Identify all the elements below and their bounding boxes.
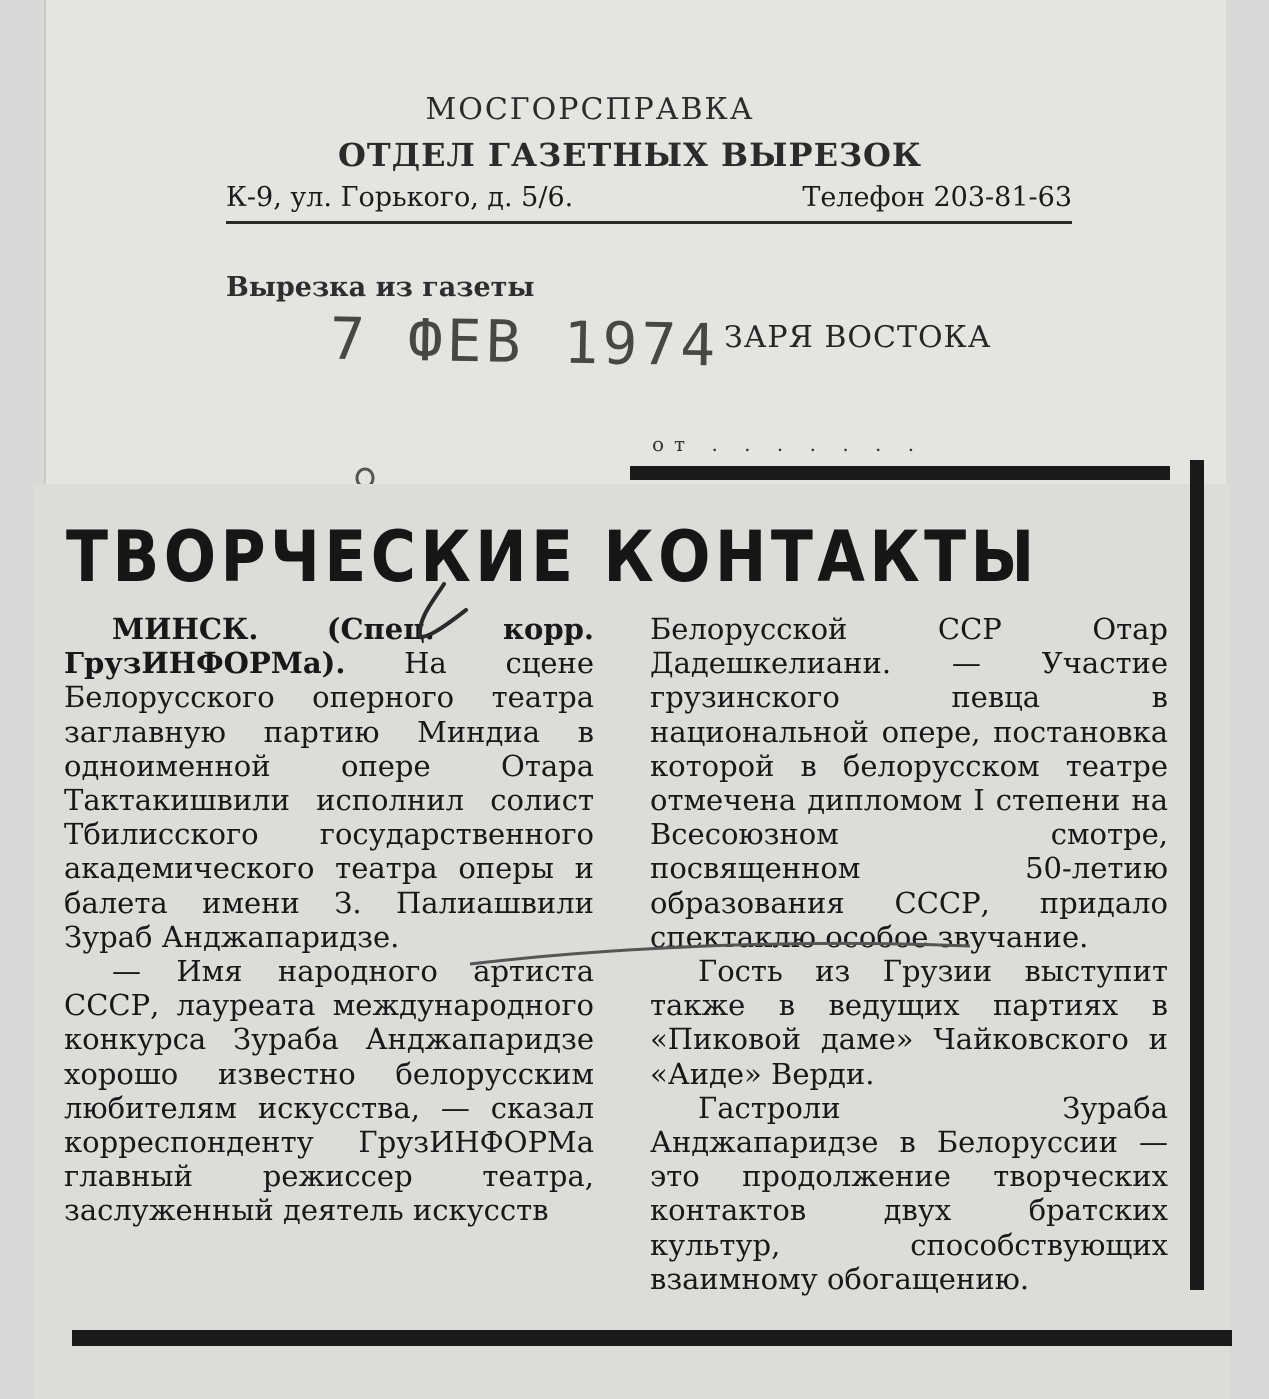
bottom-border-rule xyxy=(72,1330,1232,1346)
article-paragraph xyxy=(64,612,594,954)
clip-label: Вырезка из газеты xyxy=(226,272,535,303)
date-stamp: 7 ФЕВ 1974 xyxy=(329,304,720,380)
clipping-service-form xyxy=(44,0,1226,490)
address-text: К-9, ул. Горького, д. 5/6. xyxy=(226,182,574,213)
article-column-left xyxy=(64,612,594,1228)
newspaper-name: ЗАРЯ ВОСТОКА xyxy=(724,320,992,355)
handwritten-underline-icon xyxy=(470,930,970,970)
article-paragraph: Белорусской ССР Отар Дадешкелиани. — Участие грузинского певца в национальной опере, постановка которой в белорусском театре отмечена дипломом I степени на Всесоюзном смотре, посвященном 50-летию образования СССР, придало спектаклю особое звучание. xyxy=(650,612,1168,954)
address-row xyxy=(226,182,1072,224)
article-dateline: МИНСК. (Спец. корр. ГрузИНФОРМа). xyxy=(64,612,594,681)
phone-text: Телефон 203-81-63 xyxy=(802,182,1072,213)
from-label: от . . . . . . . xyxy=(652,432,925,456)
article-paragraph: Гость из Грузии выступит также в ведущих партиях в «Пиковой даме» Чайковского и «Аиде» Верди. xyxy=(650,954,1168,1091)
org-name: МОСГОРСПРАВКА xyxy=(425,92,755,127)
paragraph-text: На сцене Белорусского оперного театра заглавную партию Миндиа в одноименной опере Отара Тактакишвили исполнил солист Тбилисского государственного академического театра оперы и балета имени З. Палиашвили Зураб Анджапаридзе. xyxy=(64,646,594,954)
article-paragraph: — Имя народного артиста СССР, лауреата международного конкурса Зураба Анджапаридзе хорошо известно белорусским любителям искусства, — сказал корреспонденту ГрузИНФОРМа главный режиссер театра, заслуженный деятель искусств xyxy=(64,954,594,1228)
department-name: ОТДЕЛ ГАЗЕТНЫХ ВЫРЕЗОК xyxy=(337,136,923,174)
article-headline: ТВОРЧЕСКИЕ КОНТАКТЫ xyxy=(66,516,1039,598)
top-border-rule xyxy=(630,466,1170,480)
handwritten-check-icon xyxy=(404,580,474,644)
right-border-rule xyxy=(1190,460,1204,1290)
article-paragraph: Гастроли Зураба Анджапаридзе в Белоруссии — это продолжение творческих контактов двух братских культур, способствующих взаимному обогащению. xyxy=(650,1090,1168,1296)
